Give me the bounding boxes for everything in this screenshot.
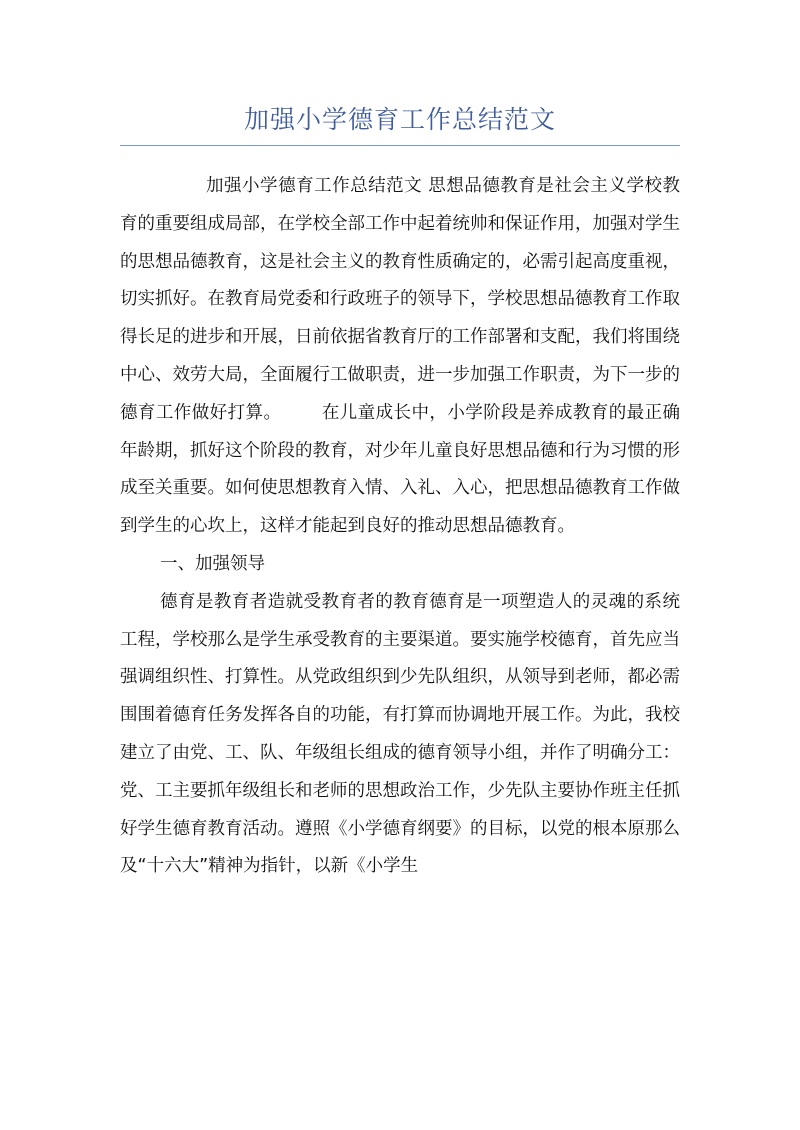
intro-paragraph bbox=[120, 168, 680, 546]
title-underline bbox=[120, 145, 680, 146]
section-paragraph: 德育是教育者造就受教育者的教育德育是一项塑造人的灵魂的系统工程，学校那么是学生承受教育的主要渠道。要实施学校德育，首先应当强调组织性、打算性。从党政组织到少先队组织，从领导到老师，都必需围围着德育任务发挥各自的功能，有打算而协调地开展工作。为此，我校建立了由党、工、队、年级组长组成的德育领导小组，并作了明确分工：党、工主要抓年级组长和老师的思想政治工作，少先队主要协作班主任抓好学生德育教育活动。遵照《小学德育纲要》的目标，以党的根本原那么及“十六大”精神为指针，以新《小学生 bbox=[120, 591, 680, 877]
document-body bbox=[120, 168, 680, 886]
section-heading: 一、加强领导 bbox=[160, 553, 265, 574]
intro-text-b: 在儿童成长中，小学阶段是养成教育的最正确年龄期，抓好这个阶段的教育，对少年儿童良好思想品德和行为习惯的形成至关重要。如何使思想教育入情、入礼、入心，把思想品德教育工作做到学生的心坎上，这样才能起到良好的推动思想品德教育。 bbox=[120, 402, 681, 537]
intro-text-a: 加强小学德育工作总结范文 思想品德教育是社会主义学校教育的重要组成局部，在学校全部工作中起着统帅和保证作用，加强对学生的思想品德教育，这是社会主义的教育性质确定的，必需引起高度重视，切实抓好。在教育局党委和行政班子的领导下，学校思想品德教育工作取得长足的进步和开展，日前依据省教育厅的工作部署和支配，我们将围绕中心、效劳大局，全面履行工做职责，进一步加强工作职责，为下一步的德育工作做好打算。 bbox=[120, 176, 680, 423]
document-title: 加强小学德育工作总结范文 bbox=[243, 105, 556, 134]
